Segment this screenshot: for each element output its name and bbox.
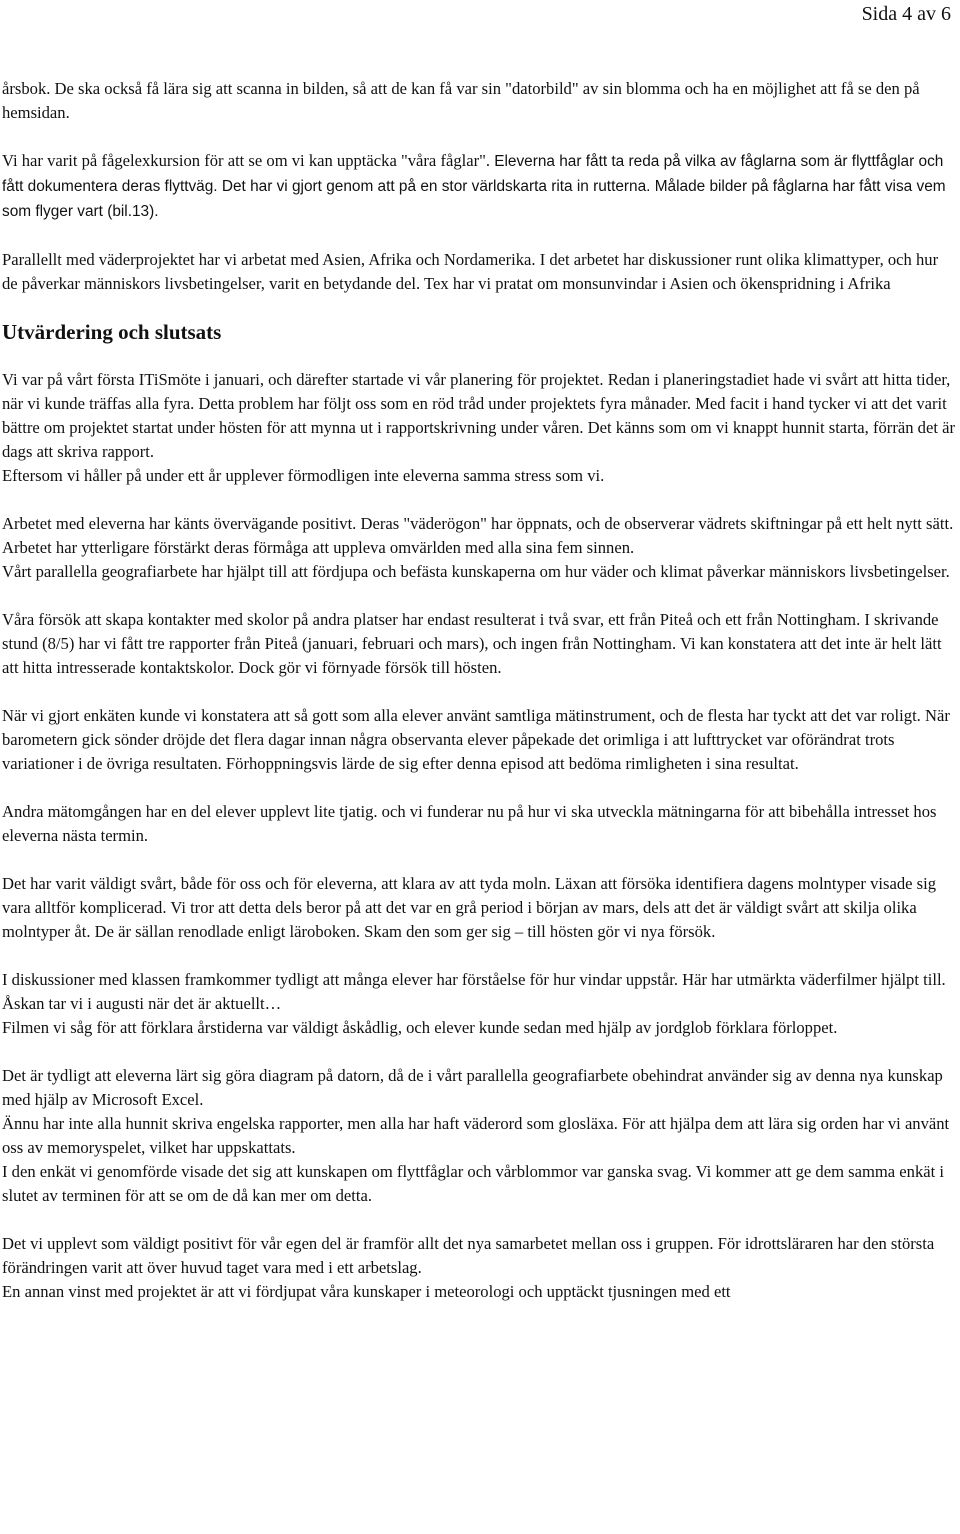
paragraph-bird-excursion	[2, 149, 956, 224]
paragraph-bird-excursion-intro: Vi har varit på fågelexkursion för att se om vi kan upptäcka "våra fåglar".	[2, 151, 495, 170]
paragraph-survey-instruments: När vi gjort enkäten kunde vi konstatera att så gott som alla elever använt samtliga mätinstrument, och de flesta har tyckt att det var roligt. När barometern gick sönder dröjde det flera dagar innan några observanta elever påpekade det orimliga i att lufttrycket var oförändrat trots variationer i de övriga resultaten. Förhoppningsvis lärde de sig efter denna episod att bedöma rimligheten i sina resultat.	[2, 706, 950, 773]
paragraph-geography: Parallellt med väderprojektet har vi arbetat med Asien, Afrika och Nordamerika. I det arbetet har diskussioner runt olika klimattyper, och hur de påverkar människors livsbetingelser, varit en betydande del. Tex har vi pratat om monsunvindar i Asien och ökenspridning i Afrika	[2, 250, 939, 293]
paragraph-school-contacts: Våra försök att skapa kontakter med skolor på andra platser har endast resulterat i två svar, ett från Piteå och ett från Nottingham. I skrivande stund (8/5) har vi fått tre rapporter från Piteå (januari, februari och mars), och ingen från Nottingham. Vi kan konstatera att det inte är helt lätt att hitta intresserade kontaktskolor. Dock gör vi förnyade försök till hösten.	[2, 610, 942, 677]
page-number-label: Sida 4 av 6	[861, 3, 951, 25]
section-heading: Utvärdering och slutsats	[2, 320, 222, 344]
paragraph-seasons-film: Filmen vi såg för att förklara årstiderna var väldigt åskådlig, och elever kunde sedan med hjälp av jordglob förklara förloppet.	[2, 1018, 838, 1037]
paragraph-clouds: Det har varit väldigt svårt, både för oss och för eleverna, att klara av att tyda moln. Läxan att försöka identifiera dagens molntyper visade sig vara alltför komplicerad. Vi tror att detta dels beror på att det var en grå period i början av mars, dels att det är väldigt svårt att skilja olika molntyper åt. De är sällan renodlade enligt läroboken. Skam den som ger sig – till hösten gör vi nya försök.	[2, 874, 936, 941]
paragraph-meteorology: En annan vinst med projektet är att vi fördjupat våra kunskaper i meteorologi och upptäckt tjusningen med ett	[2, 1282, 731, 1301]
paragraph-english-reports: Ännu har inte alla hunnit skriva engelska rapporter, men alla har haft väderord som glosläxa. För att hjälpa dem att lära sig orden har vi använt oss av memoryspelet, vilket har uppskattats.	[2, 1114, 950, 1157]
paragraph-measurement-round: Andra mätomgången har en del elever upplevt lite tjatig. och vi funderar nu på hur vi ska utveckla mätningarna för att bibehålla intresset hos eleverna nästa termin.	[2, 802, 937, 845]
paragraph-diagrams: Det är tydligt att eleverna lärt sig göra diagram på datorn, då de i vårt parallella geografiarbete obehindrat använder sig av denna nya kunskap med hjälp av Microsoft Excel.	[2, 1066, 943, 1109]
paragraph-thunder: Åskan tar vi i augusti när det är aktuellt…	[2, 994, 282, 1013]
paragraph-stress: Eftersom vi håller på under ett år upplever förmodligen inte eleverna samma stress som vi.	[2, 466, 605, 485]
paragraph-geography-work: Vårt parallella geografiarbete har hjälpt till att fördjupa och befästa kunskaperna om hur väder och klimat påverkar människors livsbetingelser.	[2, 562, 950, 581]
paragraph-positive-work: Arbetet med eleverna har känts övervägande positivt. Deras "väderögon" har öppnats, och de observerar vädrets skiftningar på ett helt nytt sätt. Arbetet har ytterligare förstärkt deras förmåga att uppleva omvärlden med alla sina fem sinnen.	[2, 514, 954, 557]
paragraph-survey-knowledge: I den enkät vi genomförde visade det sig att kunskapen om flyttfåglar och vårblommor var ganska svag. Vi kommer att ge dem samma enkät i slutet av terminen för att se om de då kan mer om detta.	[2, 1162, 944, 1205]
paragraph-wind-discussion: I diskussioner med klassen framkommer tydligt att många elever har förståelse för hur vindar uppstår. Här har utmärkta väderfilmer hjälpt till.	[2, 970, 946, 989]
paragraph-yearbook: årsbok. De ska också få lära sig att scanna in bilden, så att de kan få var sin "datorbild" av sin blomma och ha en möjlighet att få se den på hemsidan.	[2, 79, 920, 122]
paragraph-collaboration: Det vi upplevt som väldigt positivt för vår egen del är framför allt det nya samarbetet mellan oss i gruppen. För idrottsläraren har den största förändringen varit att över huvud taget vara med i ett arbetslag.	[2, 1234, 935, 1277]
paragraph-bird-migration: Eleverna har fått ta reda på vilka av fåglarna som är flyttfåglar och fått dokumentera deras flyttväg. Det har vi gjort genom att på en stor världskarta rita in rutterna. Målade bilder på fåglarna har fått visa vem som flyger vart (bil.13).	[2, 153, 946, 220]
paragraph-planning: Vi var på vårt första ITiSmöte i januari, och därefter startade vi vår planering för projektet. Redan i planeringstadiet hade vi svårt att hitta tider, när vi kunde träffas alla fyra. Detta problem har följt oss som en röd tråd under projektets fyra månader. Med facit i hand tycker vi att det varit bättre om projektet startat under hösten för att mynna ut i rapportskrivning under våren. Det känns som om vi knappt hunnit starta, förrän det är dags att skriva rapport.	[2, 370, 955, 461]
document-body	[2, 77, 956, 1304]
